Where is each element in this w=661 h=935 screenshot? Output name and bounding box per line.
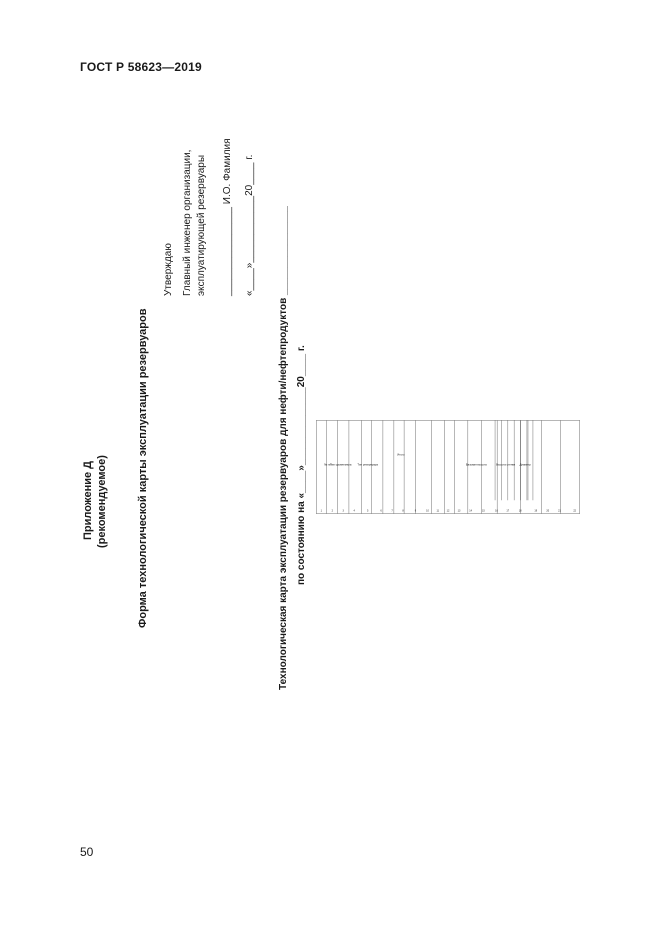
svg-text:21: 21 xyxy=(558,509,561,513)
page-number: 50 xyxy=(80,845,94,859)
appendix-status: (рекомендуемое) xyxy=(96,455,108,548)
card-title-line2: по состоянию на «____»______________20____ г. xyxy=(296,345,307,585)
approval-signature-line: ________________ И.О. Фамилия xyxy=(222,138,233,296)
svg-text:2: 2 xyxy=(331,509,333,513)
svg-text:16: 16 xyxy=(495,509,498,513)
form-title: Форма технологической карты эксплуатации резервуаров xyxy=(137,308,149,628)
approval-label: Утверждаю xyxy=(163,243,174,296)
svg-text:4: 4 xyxy=(353,509,355,513)
svg-text:3: 3 xyxy=(342,509,344,513)
technological-card-table xyxy=(316,94,580,840)
svg-text:14: 14 xyxy=(469,509,473,513)
svg-text:17: 17 xyxy=(506,509,510,513)
header-col1: № п/п xyxy=(324,462,332,467)
svg-text:6: 6 xyxy=(380,509,382,513)
header-col8: Базовая высота xyxy=(465,462,487,467)
svg-text:15: 15 xyxy=(482,509,485,513)
appendix-title: Приложение Д xyxy=(82,461,94,540)
svg-text:11: 11 xyxy=(436,509,440,513)
column-numbers xyxy=(321,510,577,513)
svg-text:18: 18 xyxy=(518,509,522,513)
svg-text:20: 20 xyxy=(546,509,550,513)
svg-text:7: 7 xyxy=(391,509,393,513)
svg-text:1: 1 xyxy=(320,509,322,513)
card-title-line1: Технологическая карта эксплуатации резервуаров для нефти/нефтепродуктов ________________ xyxy=(278,206,289,690)
svg-text:8: 8 xyxy=(402,509,404,513)
svg-text:13: 13 xyxy=(457,509,461,513)
header-level-gauge: Тип уровнемера xyxy=(330,462,352,467)
svg-text:5: 5 xyxy=(366,509,369,513)
document-header: ГОСТ Р 58623—2019 xyxy=(80,60,202,74)
header-col10: Диаметр xyxy=(519,462,531,467)
header-col3: Тип резервуара xyxy=(357,462,378,467)
svg-text:12: 12 xyxy=(446,509,450,513)
total-label: Итого xyxy=(397,452,405,457)
header-col9: Высота стенки xyxy=(496,462,516,467)
svg-text:19: 19 xyxy=(534,509,538,513)
svg-text:9: 9 xyxy=(414,509,417,513)
svg-text:22: 22 xyxy=(573,509,577,513)
approval-position-line1: Главный инженер организации, xyxy=(182,149,193,296)
svg-text:10: 10 xyxy=(426,509,429,513)
approval-position-line2: эксплуатирующей резервуары xyxy=(196,154,207,296)
approval-date-line: «____»____________20____ г. xyxy=(244,154,255,296)
